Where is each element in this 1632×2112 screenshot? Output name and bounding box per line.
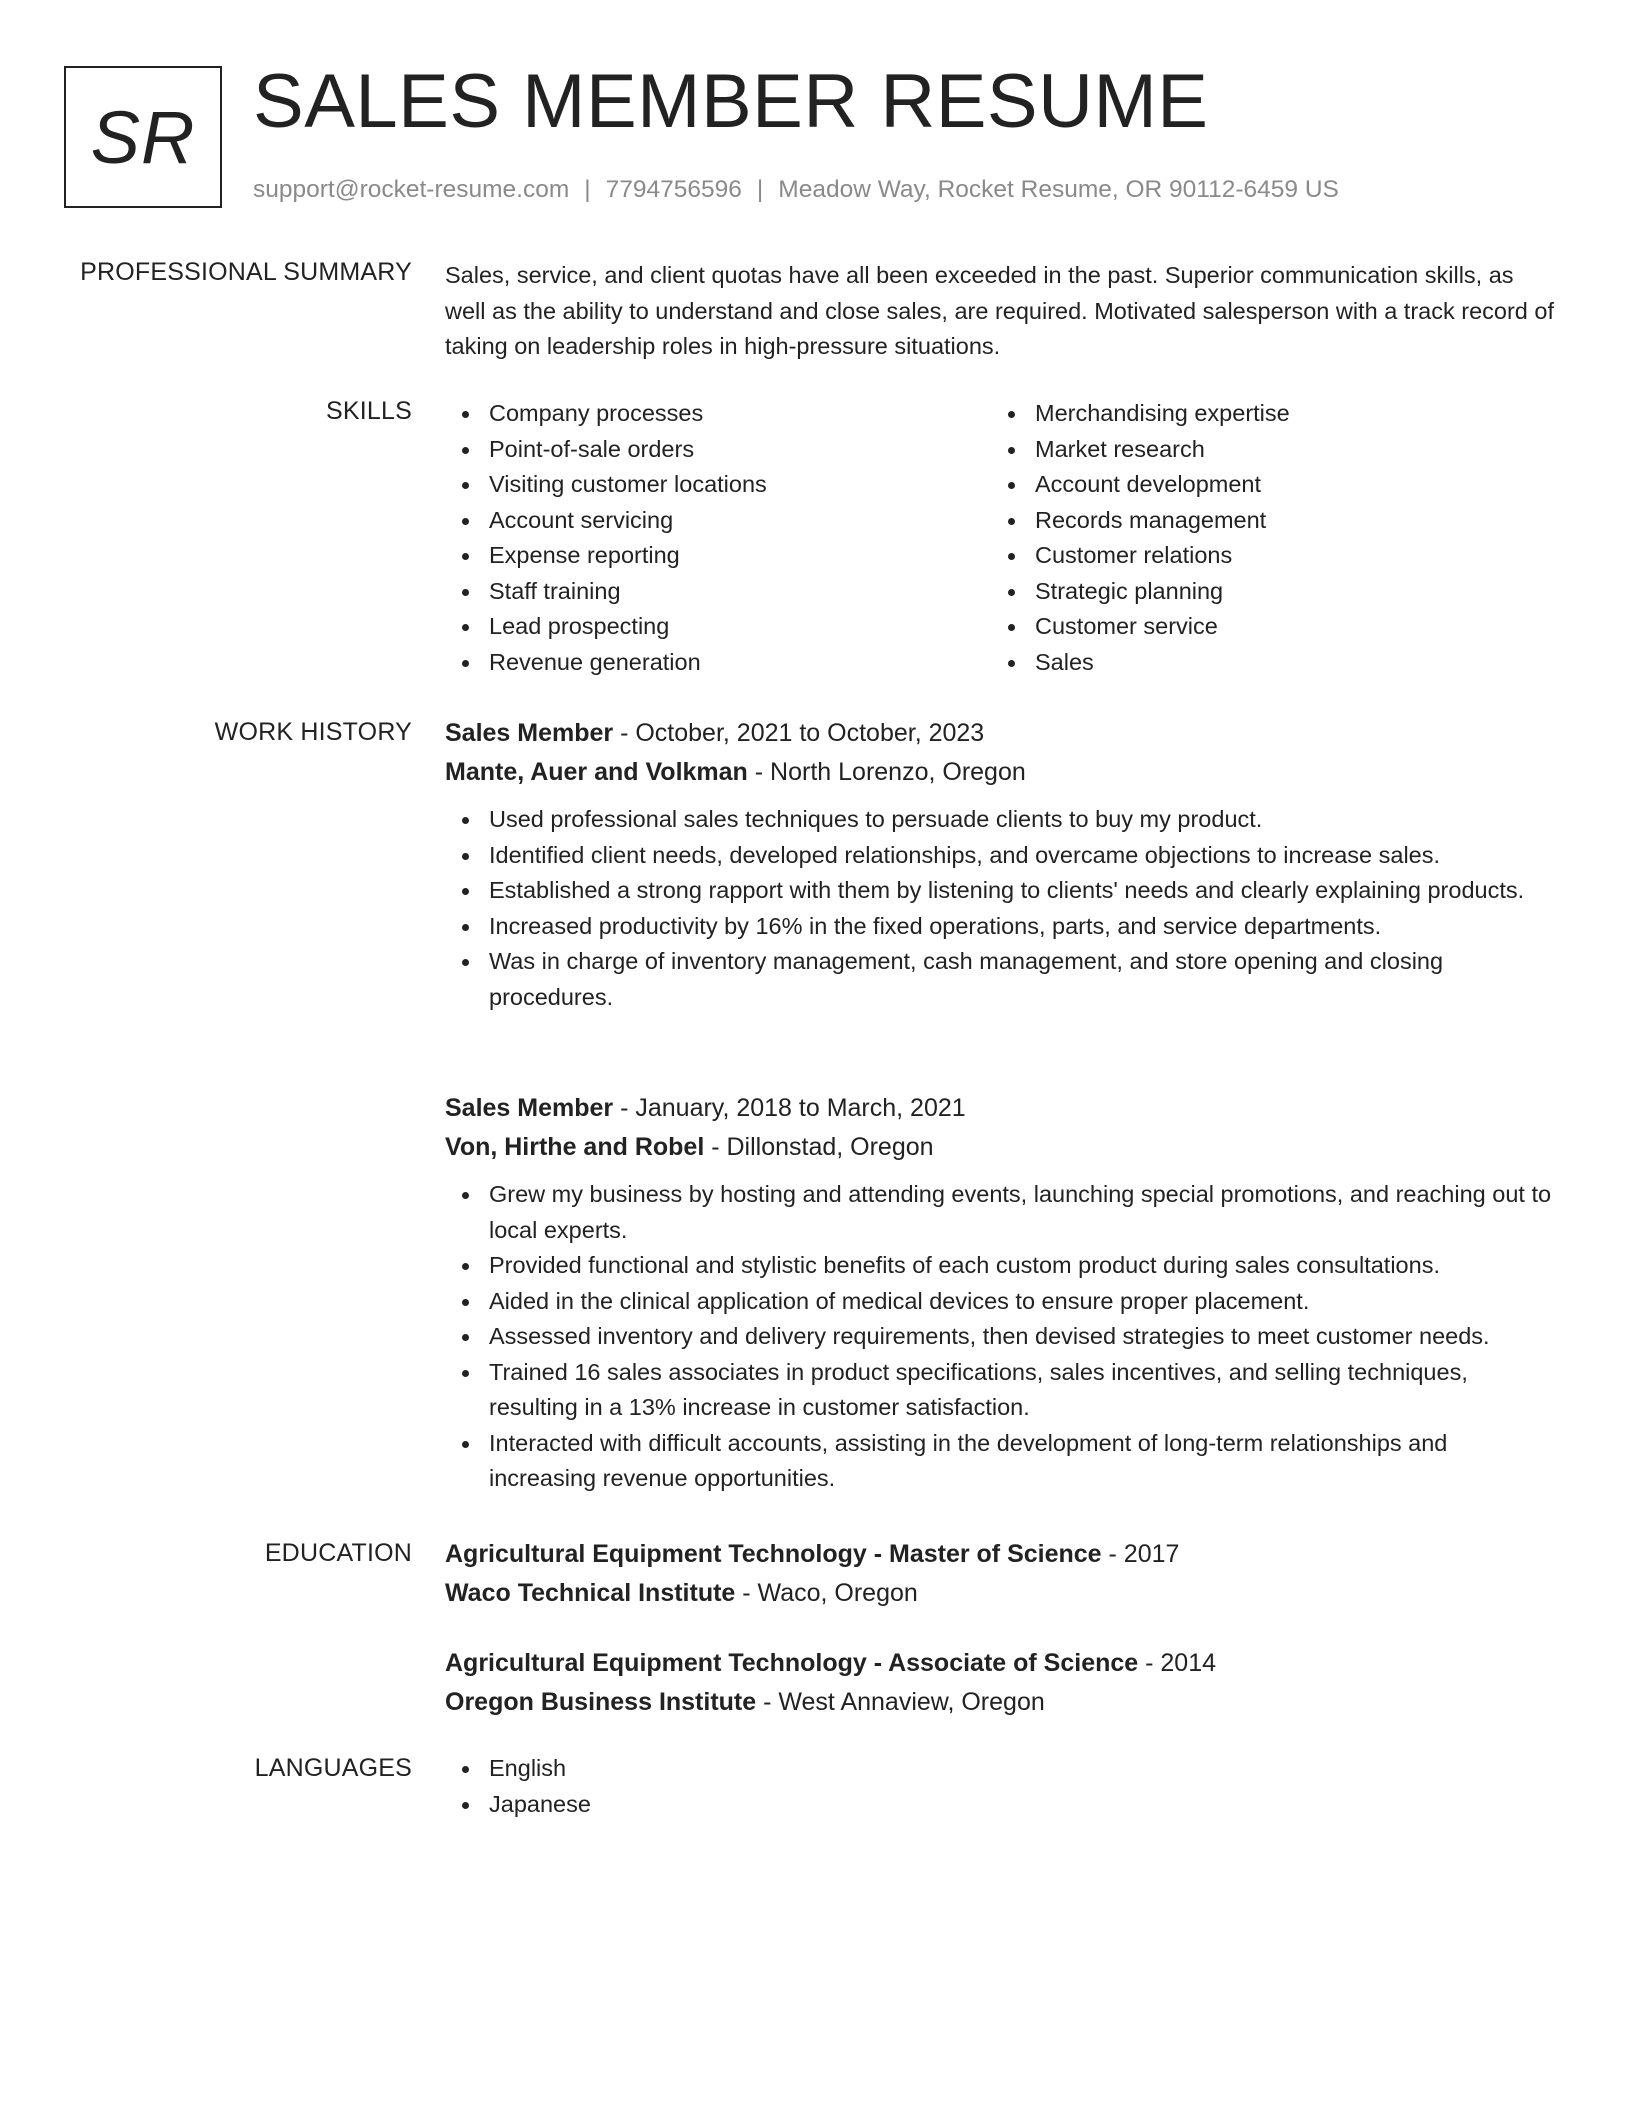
- skill-item: Lead prospecting: [445, 609, 991, 645]
- skill-item: Expense reporting: [445, 538, 991, 574]
- skill-item: Account development: [991, 467, 1537, 503]
- job-bullet: Established a strong rapport with them by listening to clients' needs and clearly explaining products.: [445, 873, 1555, 909]
- skill-item: Merchandising expertise: [991, 396, 1537, 432]
- job-bullet: Provided functional and stylistic benefits of each custom product during sales consultations.: [445, 1248, 1555, 1284]
- job-title-line: [445, 1089, 1555, 1128]
- job-bullets: [445, 1177, 1555, 1497]
- initials-text: SR: [90, 95, 196, 179]
- skill-item: Account servicing: [445, 503, 991, 539]
- job-location: - Dillonstad, Oregon: [704, 1133, 934, 1161]
- job-bullet: Aided in the clinical application of medical devices to ensure proper placement.: [445, 1284, 1555, 1320]
- job-entry: [445, 714, 1555, 1015]
- language-item: English: [445, 1751, 1555, 1787]
- job-title: Sales Member: [445, 719, 614, 747]
- summary-heading: PROFESSIONAL SUMMARY: [80, 258, 412, 286]
- skills-column-right: [991, 396, 1537, 680]
- contact-address: Meadow Way, Rocket Resume, OR 90112-6459 US: [778, 176, 1339, 203]
- job-title-line: [445, 714, 1555, 753]
- job-bullet: Increased productivity by 16% in the fixed operations, parts, and service departments.: [445, 909, 1555, 945]
- language-item: Japanese: [445, 1787, 1555, 1823]
- skill-item: Point-of-sale orders: [445, 432, 991, 468]
- skill-item: Market research: [991, 432, 1537, 468]
- degree-name: Agricultural Equipment Technology - Master of Science: [445, 1540, 1102, 1568]
- degree-line: [445, 1644, 1555, 1683]
- languages-list: [445, 1751, 1555, 1822]
- degree-year: - 2017: [1101, 1540, 1180, 1568]
- education-heading: EDUCATION: [264, 1539, 412, 1567]
- summary-text: Sales, service, and client quotas have all been exceeded in the past. Superior communication skills, as well as the ability to understand and close sales, are required. Motivated salesperson with a track record of taking on leadership roles in high-pressure situations.: [445, 262, 1554, 359]
- job-bullet: Identified client needs, developed relationships, and overcame objections to increase sales.: [445, 838, 1555, 874]
- job-bullets: [445, 802, 1555, 1015]
- contact-separator: |: [584, 176, 591, 203]
- degree-line: [445, 1535, 1555, 1574]
- degree-name: Agricultural Equipment Technology - Associate of Science: [445, 1649, 1139, 1677]
- job-dates: - October, 2021 to October, 2023: [613, 719, 985, 747]
- job-company: Von, Hirthe and Robel: [445, 1133, 705, 1161]
- resume-title: SALES MEMBER RESUME: [253, 59, 1209, 144]
- skills-heading: SKILLS: [326, 397, 412, 425]
- school-location: - Waco, Oregon: [735, 1579, 918, 1607]
- work-history-heading: WORK HISTORY: [214, 718, 412, 746]
- degree-year: - 2014: [1138, 1649, 1217, 1677]
- skill-item: Company processes: [445, 396, 991, 432]
- education-entry: [445, 1535, 1555, 1613]
- school-name: Waco Technical Institute: [445, 1579, 736, 1607]
- job-bullet: Grew my business by hosting and attending events, launching special promotions, and reaching out to local experts.: [445, 1177, 1555, 1248]
- job-company: Mante, Auer and Volkman: [445, 758, 748, 786]
- job-location: - North Lorenzo, Oregon: [747, 758, 1026, 786]
- initials-monogram: [64, 66, 222, 208]
- school-line: [445, 1683, 1555, 1722]
- contact-separator: |: [756, 176, 764, 203]
- school-name: Oregon Business Institute: [445, 1688, 757, 1716]
- contact-line: [253, 176, 1339, 204]
- skill-item: Revenue generation: [445, 645, 991, 681]
- job-entry: [445, 1089, 1555, 1497]
- skills-list: [445, 396, 1555, 680]
- job-company-line: [445, 1128, 1555, 1167]
- education-entry: [445, 1644, 1555, 1722]
- skill-item: Customer relations: [991, 538, 1537, 574]
- job-bullet: Trained 16 sales associates in product specifications, sales incentives, and selling techniques, resulting in a 13% increase in customer satisfaction.: [445, 1355, 1555, 1426]
- school-location: - West Annaview, Oregon: [756, 1688, 1045, 1716]
- contact-email[interactable]: support@rocket-resume.com: [253, 176, 570, 203]
- skill-item: Strategic planning: [991, 574, 1537, 610]
- job-dates: - January, 2018 to March, 2021: [613, 1094, 966, 1122]
- skill-item: Customer service: [991, 609, 1537, 645]
- skill-item: Visiting customer locations: [445, 467, 991, 503]
- job-title: Sales Member: [445, 1094, 614, 1122]
- job-bullet: Used professional sales techniques to persuade clients to buy my product.: [445, 802, 1555, 838]
- school-line: [445, 1574, 1555, 1613]
- languages-heading: LANGUAGES: [254, 1754, 412, 1782]
- skill-item: Records management: [991, 503, 1537, 539]
- skill-item: Sales: [991, 645, 1537, 681]
- job-bullet: Assessed inventory and delivery requirements, then devised strategies to meet customer needs.: [445, 1319, 1555, 1355]
- job-company-line: [445, 753, 1555, 792]
- job-bullet: Interacted with difficult accounts, assisting in the development of long-term relationships and increasing revenue opportunities.: [445, 1426, 1555, 1497]
- job-bullet: Was in charge of inventory management, cash management, and store opening and closing procedures.: [445, 944, 1555, 1015]
- skill-item: Staff training: [445, 574, 991, 610]
- skills-column-left: [445, 396, 991, 680]
- contact-phone[interactable]: 7794756596: [605, 176, 742, 203]
